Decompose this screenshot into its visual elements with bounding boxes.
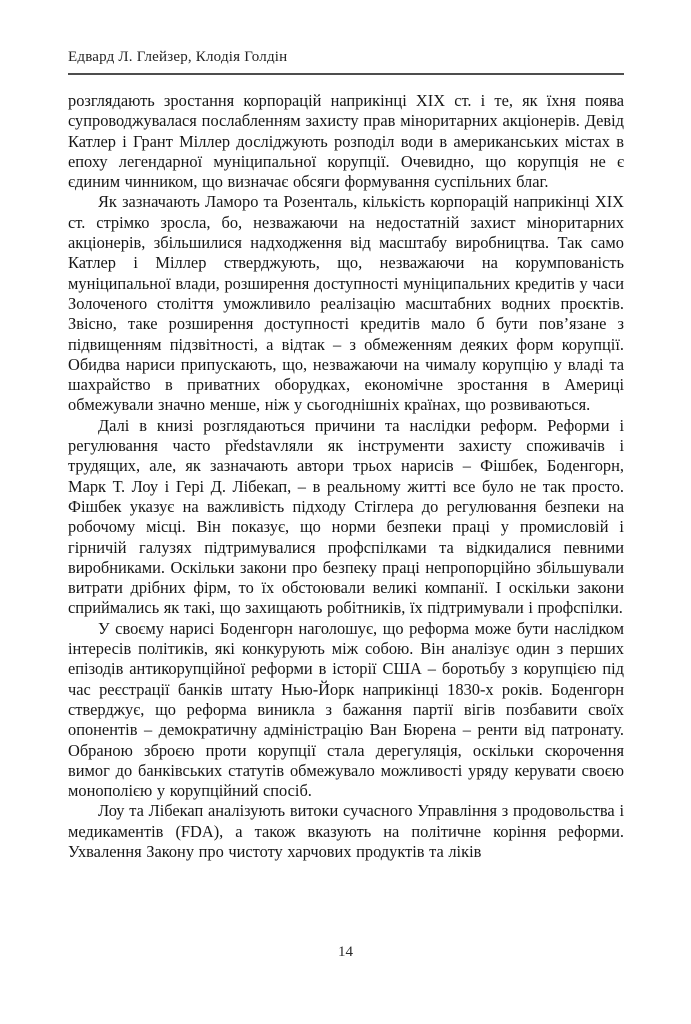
paragraph: розглядають зростання корпорацій наприкінці XIX ст. і те, як їхня поява супроводжувалася послабленням захисту прав міноритарних акціонерів. Девід Катлер і Грант Міллер досліджують розподіл води в американських містах в епоху легендарної муніципальної корупції. Очевидно, що корупція не є єдиним чинником, що визначає обсяги формування суспільних благ. <box>68 91 624 192</box>
paragraph: Лоу та Лібекап аналізують витоки сучасного Управління з продовольства і медикаментів (FDA), а також вказують на політичне коріння реформи. Ухвалення Закону про чистоту харчових продуктів та ліків <box>68 801 624 861</box>
text-block <box>68 48 624 862</box>
body-text <box>68 91 624 862</box>
page-number: 14 <box>338 944 353 960</box>
paragraph: У своєму нарисі Боденгорн наголошує, що реформа може бути наслідком інтересів політиків, які конкурують між собою. Він аналізує один з перших епізодів антикорупційної реформи в історії США – боротьбу з корупцією під час реєстрації банків штату Нью-Йорк наприкінці 1830-х років. Боденгорн стверджує, що реформа виникла з бажання партії вігів позбавити своїх опонентів – демократичну адміністрацію Ван Бюрена – ренти від патронату. Обраною зброєю проти корупції стала дерегуляція, оскільки скорочення вимог до банківських статутів обмежувало можливості уряду керувати своєю монополією у корупційний спосіб. <box>68 618 624 801</box>
paragraph: Як зазначають Ламоро та Розенталь, кількість корпорацій наприкінці XIX ст. стрімко зросла, бо, незважаючи на недостатній захист міноритарних акціонерів, збільшилися надходження від масштабу виробництва. Так само Катлер і Міллер стверджують, що, незважаючи на корумпованість муніципальної влади, розширення доступності муніципальних кредитів у часи Золоченого століття уможливило реалізацію масштабних водних проєктів. Звісно, таке розширення доступності кредитів мало б бути пов’язане з підвищенням підзвітності, а відтак – з обмеженням деяких форм корупції. Обидва нариси припускають, що, незважаючи на чималу корупцію у владі та шахрайство в приватних оборудках, економічне зростання в Америці обмежували значно менше, ніж у сьогоднішніх країнах, що розвиваються. <box>68 192 624 415</box>
running-header-authors: Едвард Л. Глейзер, Клодія Голдін <box>68 49 288 65</box>
paragraph: Далі в книзі розглядаються причини та наслідки реформ. Реформи і регулювання часто představляли як інструменти захисту споживачів і трудящих, але, як зазначають автори трьох нарисів – Фішбек, Боденгорн, Марк Т. Лоу і Гері Д. Лібекап, – в реальному житті все було не так просто. Фішбек указує на важливість підходу Стіглера до регулювання безпеки на робочому місці. Він показує, що норми безпеки праці у промисловій і гірничій галузях підтримувалися профспілками та відкидалися певними виробниками. Оскільки закони про безпеку праці непропорційно збільшували витрати дрібних фірм, то їх обстоювали великі компанії. І оскільки закони сприймались як такі, що захищають робітників, їх підтримували і профспілки. <box>68 415 624 618</box>
header-rule <box>68 73 624 75</box>
